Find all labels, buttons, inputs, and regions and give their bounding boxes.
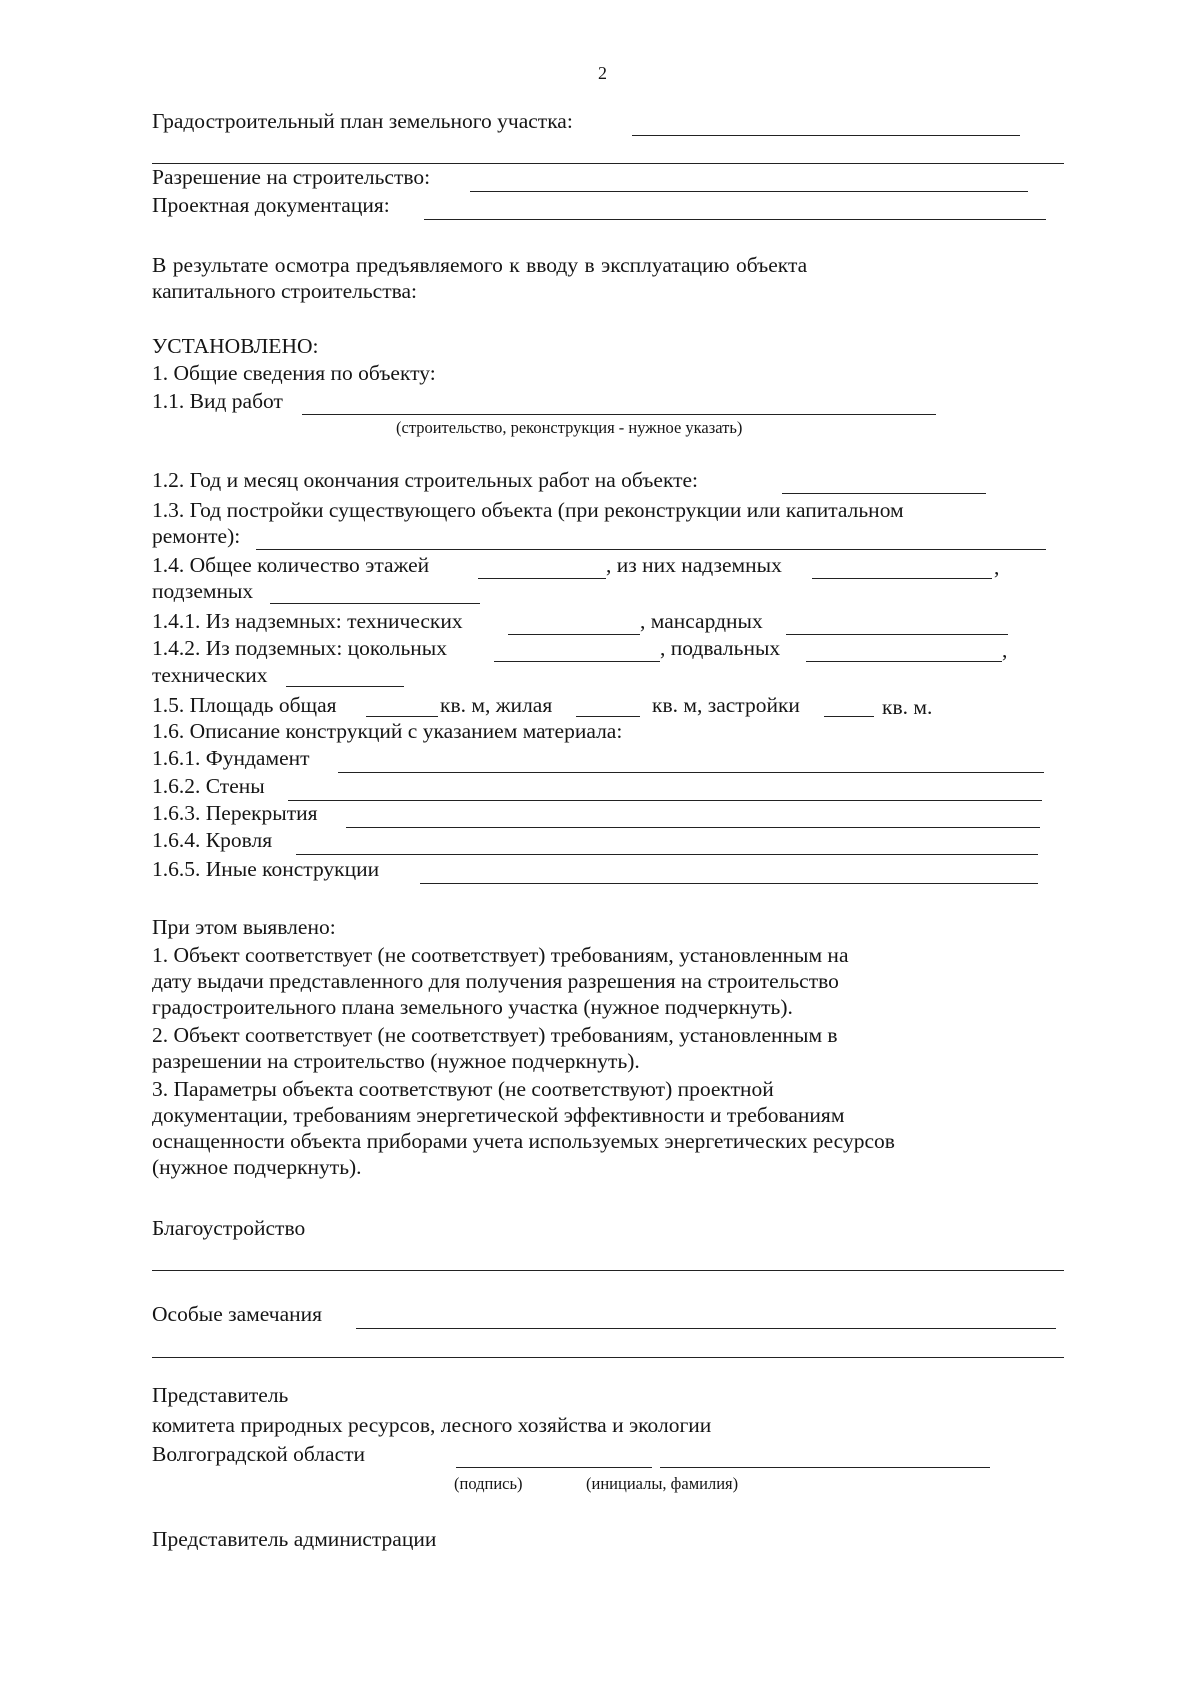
work-type-hint: (строительство, реконструкция - нужное указать) — [396, 418, 743, 437]
area-unit-label: кв. м. — [882, 695, 933, 719]
revealed-item-2-line-1: 2. Объект соответствует (не соответствует) требованиям, установленным в — [152, 1023, 838, 1047]
above-attic-field[interactable] — [786, 634, 1008, 635]
signature-caption: (подпись) — [454, 1474, 523, 1493]
finish-date-field[interactable] — [782, 493, 986, 494]
revealed-item-1-line-3: градостроительного плана земельного участка (нужное подчеркнуть). — [152, 995, 793, 1019]
project-field[interactable] — [424, 219, 1046, 220]
revealed-title: При этом выявлено: — [152, 915, 336, 939]
remarks-field-continued[interactable] — [152, 1357, 1064, 1358]
floors-below-field[interactable] — [270, 603, 480, 604]
walls-field[interactable] — [288, 800, 1042, 801]
representative-1-line-3: Волгоградской области — [152, 1442, 366, 1466]
area-living-label: кв. м, жилая — [440, 693, 553, 717]
revealed-item-1-line-1: 1. Объект соответствует (не соответствует) требованиям, установленным на — [152, 943, 849, 967]
area-total-field[interactable] — [366, 716, 438, 717]
below-cellar-comma: , — [1002, 638, 1008, 662]
revealed-item-2-line-2: разрешении на строительство (нужное подчеркнуть). — [152, 1049, 640, 1073]
representative-1-name-field[interactable] — [660, 1467, 990, 1468]
floors-above-comma: , — [994, 555, 1000, 579]
revealed-item-3-line-2: документации, требованиям энергетической эффективности и требованиям — [152, 1103, 845, 1127]
other-constructions-field[interactable] — [420, 883, 1038, 884]
representative-1-line-1: Представитель — [152, 1383, 289, 1407]
build-year-field[interactable] — [256, 549, 1046, 550]
inspection-line-1: В результате осмотра предъявляемого к вводу в эксплуатацию объекта — [152, 253, 808, 277]
floors-below-label: подземных — [152, 579, 254, 603]
floors-total-field[interactable] — [478, 578, 606, 579]
foundation-label: 1.6.1. Фундамент — [152, 746, 310, 770]
revealed-item-1-line-2: дату выдачи представленного для получения разрешения на строительство — [152, 969, 839, 993]
area-built-label: кв. м, застройки — [652, 693, 800, 717]
revealed-item-3-line-1: 3. Параметры объекта соответствуют (не соответствуют) проектной — [152, 1077, 774, 1101]
other-constructions-label: 1.6.5. Иные конструкции — [152, 857, 380, 881]
roof-field[interactable] — [296, 854, 1038, 855]
inspection-line-2: капитального строительства: — [152, 279, 417, 303]
revealed-item-3-line-4: (нужное подчеркнуть). — [152, 1155, 362, 1179]
floors-above-field[interactable] — [812, 578, 992, 579]
revealed-item-3-line-3: оснащенности объекта приборами учета используемых энергетических ресурсов — [152, 1129, 895, 1153]
build-year-line-2: ремонте): — [152, 524, 241, 548]
representative-1-line-2: комитета природных ресурсов, лесного хозяйства и экологии — [152, 1413, 712, 1437]
below-basement-field[interactable] — [494, 661, 660, 662]
permit-label: Разрешение на строительство: — [152, 165, 431, 189]
project-label: Проектная документация: — [152, 193, 390, 217]
area-built-field[interactable] — [824, 716, 874, 717]
work-type-label: 1.1. Вид работ — [152, 389, 283, 413]
gpzu-label: Градостроительный план земельного участка: — [152, 109, 573, 133]
page-number: 2 — [598, 63, 607, 83]
constructions-heading: 1.6. Описание конструкций с указанием материала: — [152, 719, 623, 743]
walls-label: 1.6.2. Стены — [152, 774, 265, 798]
above-technical-label: 1.4.1. Из надземных: технических — [152, 609, 463, 633]
area-total-label: 1.5. Площадь общая — [152, 693, 337, 717]
improvement-field[interactable] — [152, 1270, 1064, 1271]
remarks-field[interactable] — [356, 1328, 1056, 1329]
below-technical-label: технических — [152, 663, 268, 687]
gpzu-field[interactable] — [632, 135, 1020, 136]
floors-above-label: , из них надземных — [606, 553, 782, 577]
below-cellar-label: , подвальных — [660, 636, 781, 660]
work-type-field[interactable] — [302, 414, 936, 415]
build-year-line-1: 1.3. Год постройки существующего объекта (при реконструкции или капитальном — [152, 498, 904, 522]
above-technical-field[interactable] — [508, 634, 640, 635]
permit-field[interactable] — [470, 191, 1028, 192]
established-title: УСТАНОВЛЕНО: — [152, 334, 319, 358]
below-cellar-field[interactable] — [806, 661, 1002, 662]
name-caption: (инициалы, фамилия) — [586, 1474, 739, 1493]
below-basement-label: 1.4.2. Из подземных: цокольных — [152, 636, 447, 660]
above-attic-label: , мансардных — [640, 609, 763, 633]
area-living-field[interactable] — [576, 716, 640, 717]
floor-slabs-field[interactable] — [346, 827, 1040, 828]
representative-1-signature-field[interactable] — [456, 1467, 652, 1468]
floor-slabs-label: 1.6.3. Перекрытия — [152, 801, 318, 825]
general-info-heading: 1. Общие сведения по объекту: — [152, 361, 436, 385]
foundation-field[interactable] — [338, 772, 1044, 773]
floors-total-label: 1.4. Общее количество этажей — [152, 553, 430, 577]
improvement-label: Благоустройство — [152, 1216, 306, 1240]
remarks-label: Особые замечания — [152, 1302, 323, 1326]
roof-label: 1.6.4. Кровля — [152, 828, 273, 852]
representative-2-line-1: Представитель администрации — [152, 1527, 437, 1551]
below-technical-field[interactable] — [286, 686, 404, 687]
finish-date-label: 1.2. Год и месяц окончания строительных работ на объекте: — [152, 468, 699, 492]
